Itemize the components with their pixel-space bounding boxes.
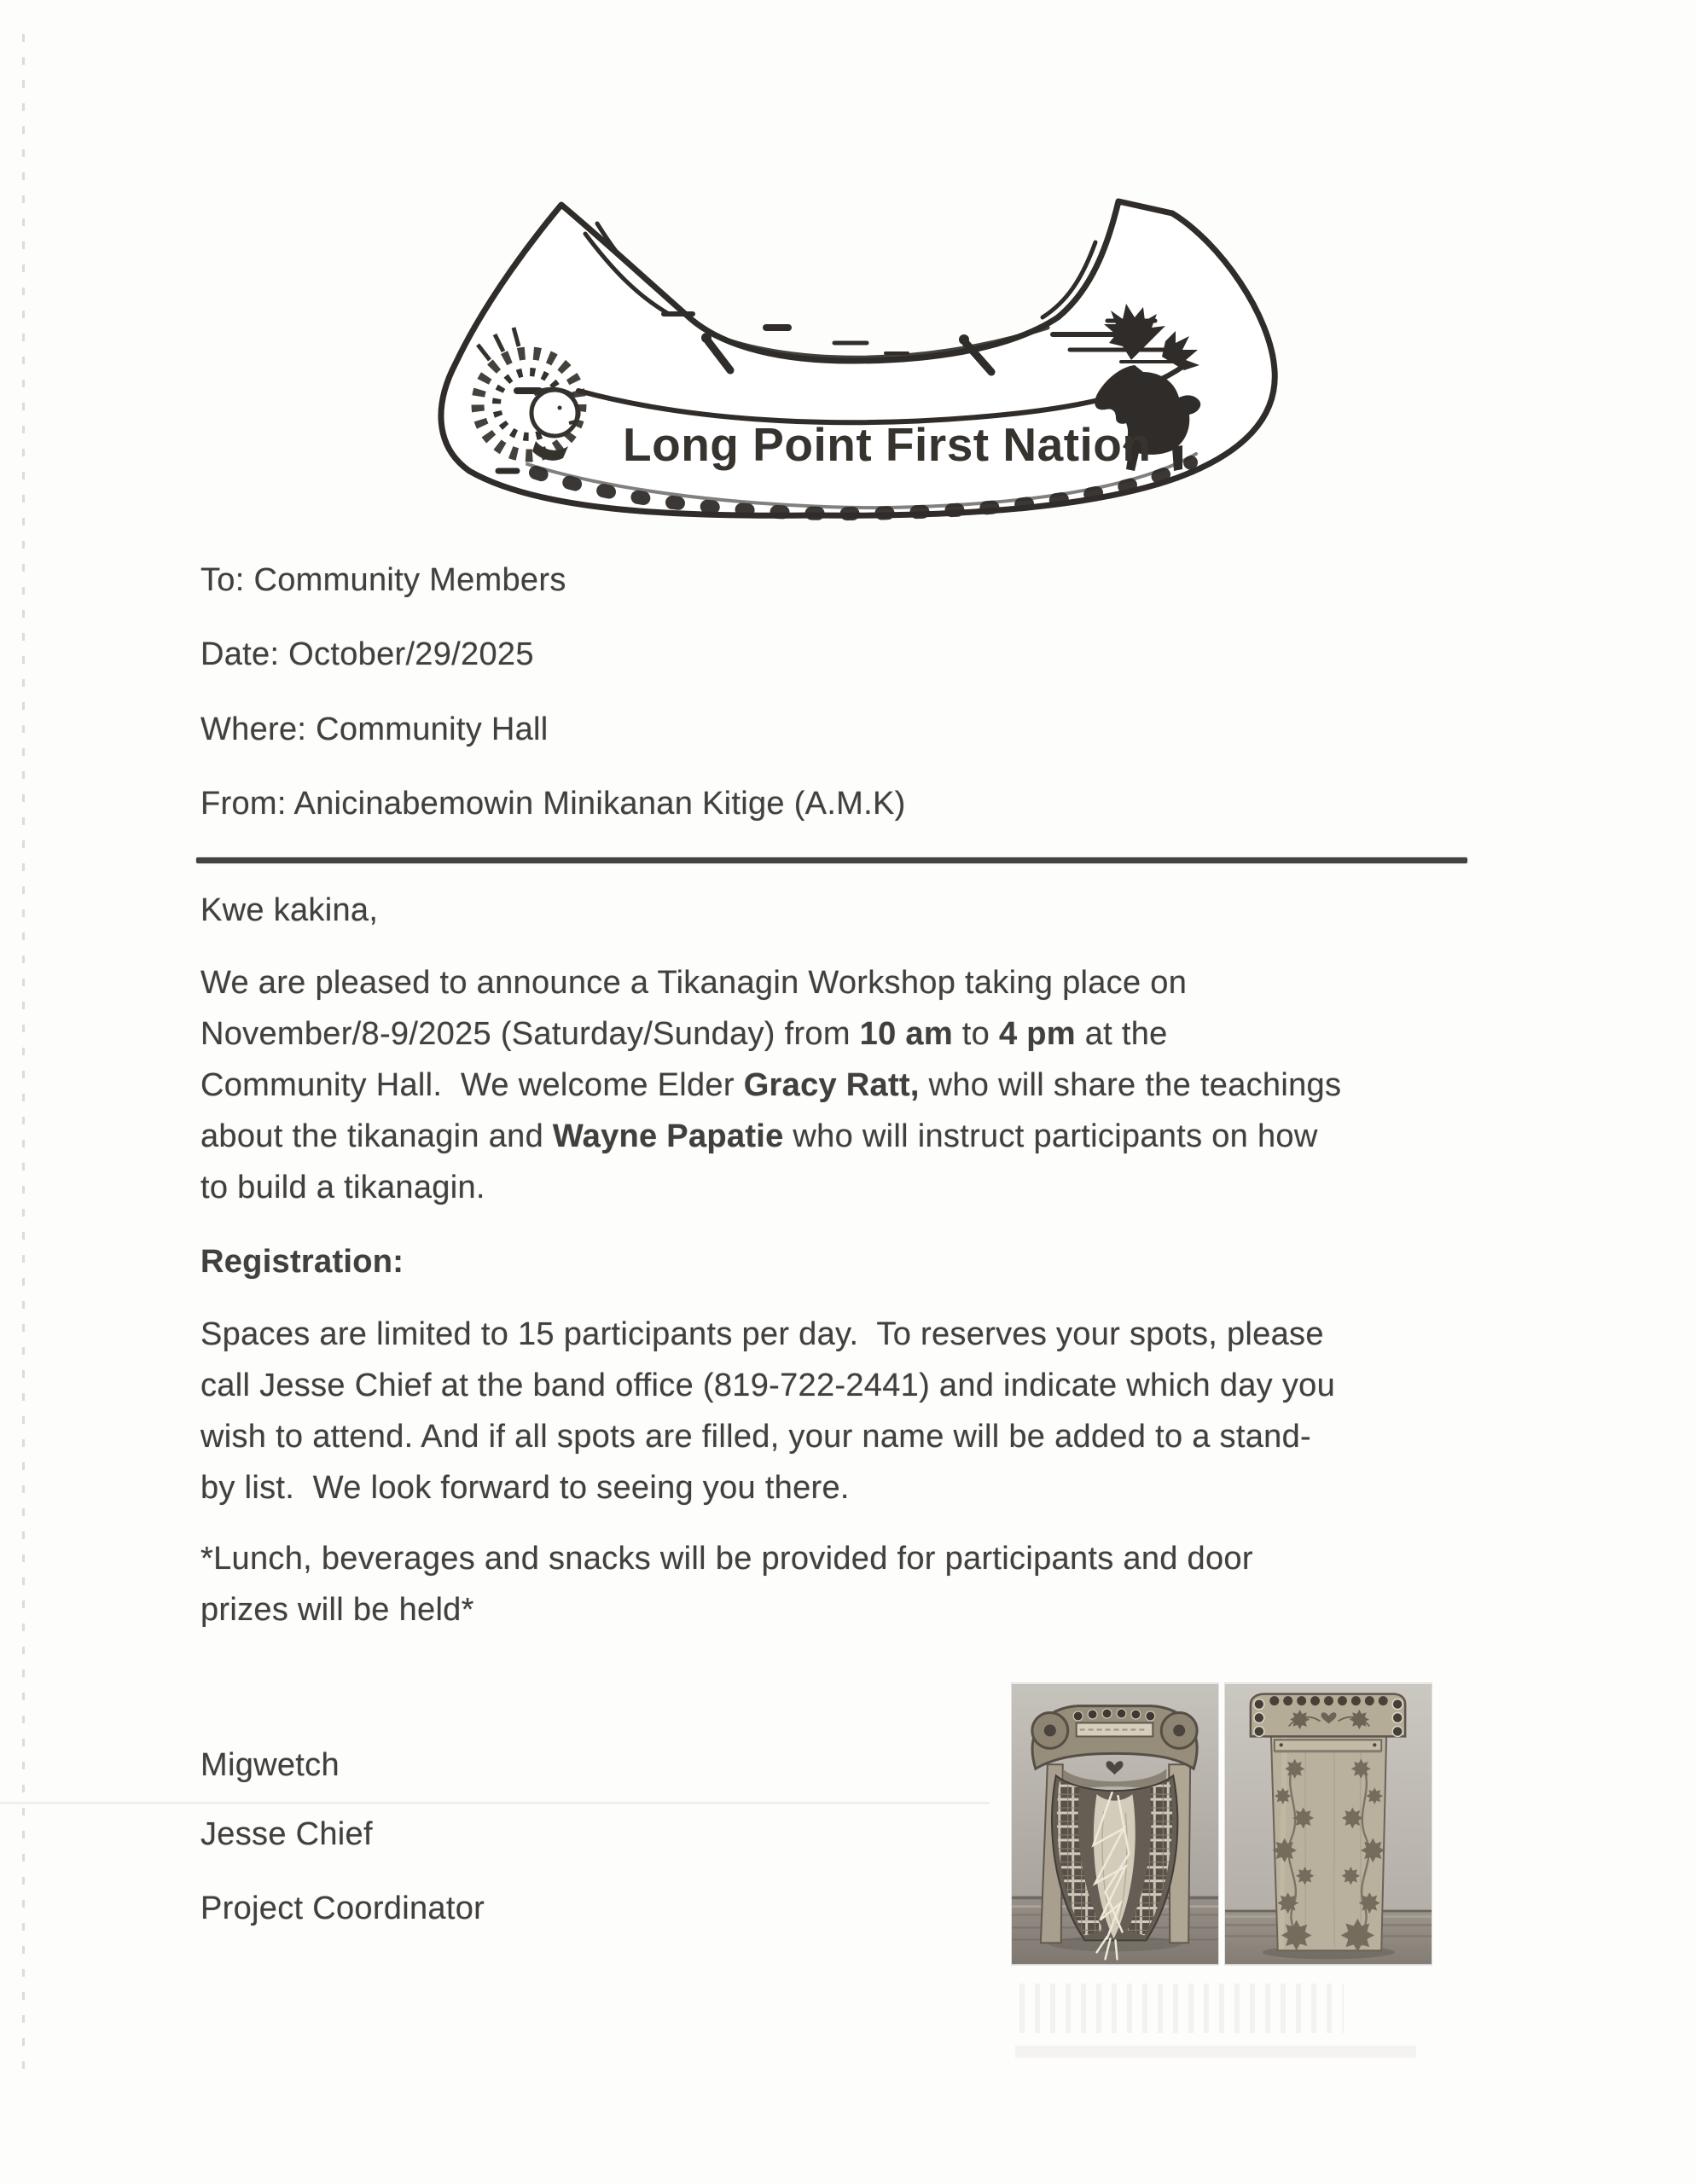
signature-name: Jesse Chief <box>200 1816 373 1852</box>
logo-title: Long Point First Nation <box>623 418 1152 471</box>
header-date-line: Date: October/29/2025 <box>200 636 534 672</box>
header-from-line: From: Anicinabemowin Minikanan Kitige (A.M.K) <box>200 786 906 822</box>
divider-line <box>196 857 1467 863</box>
cradleboard-laced-photo <box>1012 1683 1218 1965</box>
signature-title: Project Coordinator <box>200 1891 485 1926</box>
text-segment: November/8-9/2025 (Saturday/Sunday) from <box>200 1016 860 1052</box>
bold-text-segment: Gracy Ratt, <box>743 1067 920 1103</box>
workshop-paragraph-line-1: We are pleased to announce a Tikanagin Workshop taking place on <box>200 965 1188 1001</box>
text-segment: at the <box>1075 1016 1168 1052</box>
text-segment: who will share the teachings <box>919 1067 1342 1103</box>
organization-logo <box>408 189 1304 524</box>
registration-paragraph-line-4: by list. We look forward to seeing you there. <box>200 1470 850 1506</box>
text-segment: Community Hall. We welcome Elder <box>200 1067 744 1103</box>
text-segment: who will instruct participants on how <box>783 1118 1318 1154</box>
bold-text-segment: Wayne Papatie <box>552 1118 784 1154</box>
workshop-paragraph-line-2 <box>200 1008 1168 1060</box>
header-to-line: To: Community Members <box>200 562 566 598</box>
signature-thanks: Migwetch <box>200 1747 340 1783</box>
registration-heading: Registration: <box>200 1244 404 1280</box>
lunch-note-line-1: *Lunch, beverages and snacks will be provided for participants and door <box>200 1541 1253 1577</box>
bold-text-segment: 10 am <box>859 1016 953 1052</box>
workshop-paragraph-line-4 <box>200 1111 1318 1162</box>
text-segment: to <box>952 1016 999 1052</box>
scan-streak-horizontal <box>0 1802 990 1804</box>
scan-bleedthrough-mark <box>1019 1984 1344 2033</box>
text-segment: about the tikanagin and <box>200 1118 553 1154</box>
registration-paragraph-line-3: wish to attend. And if all spots are filled, your name will be added to a stand- <box>200 1419 1311 1455</box>
scan-streak-vertical <box>22 34 25 2073</box>
workshop-paragraph-line-5: to build a tikanagin. <box>200 1170 485 1205</box>
registration-paragraph-line-1: Spaces are limited to 15 participants per day. To reserves your spots, please <box>200 1316 1324 1352</box>
header-where-line: Where: Community Hall <box>200 712 549 747</box>
cradleboard-floral-photo <box>1225 1683 1432 1965</box>
photos-block <box>1012 1683 1432 1965</box>
scan-bleedthrough-mark <box>1015 2046 1416 2058</box>
registration-paragraph-line-2: call Jesse Chief at the band office (819-722-2441) and indicate which day you <box>200 1368 1335 1403</box>
bold-text-segment: 4 pm <box>998 1016 1076 1052</box>
workshop-paragraph-line-3 <box>200 1060 1341 1111</box>
greeting-line: Kwe kakina, <box>200 892 379 928</box>
lunch-note-line-2: prizes will be held* <box>200 1592 474 1628</box>
